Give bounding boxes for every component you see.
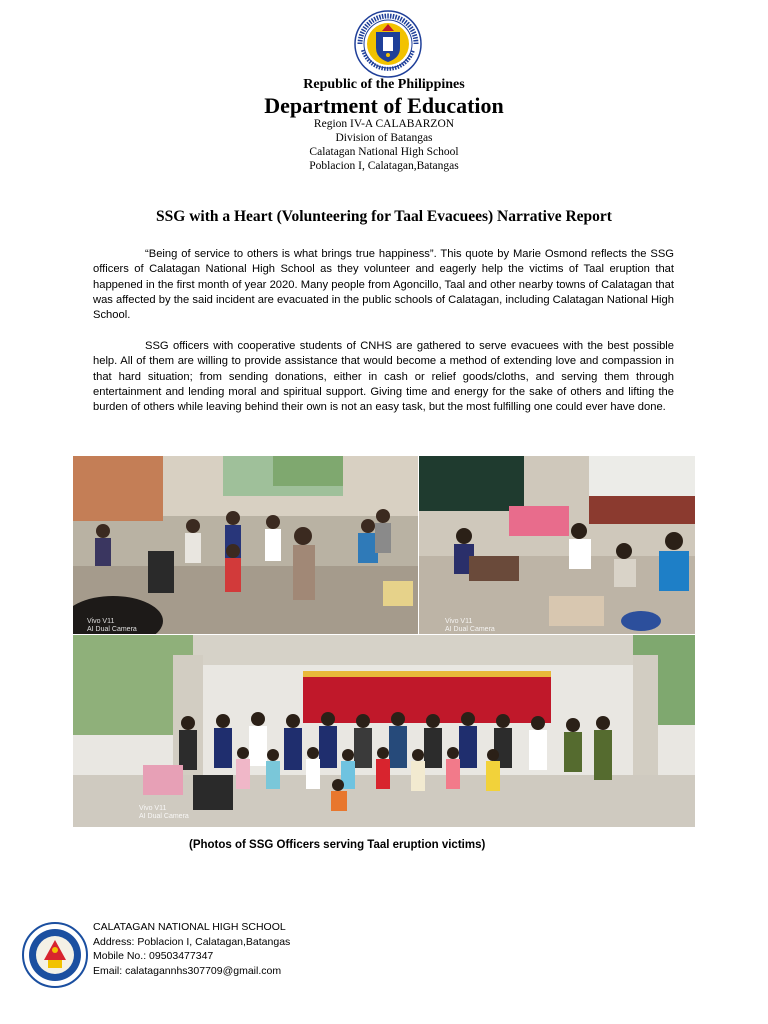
- division-line: Division of Batangas: [335, 132, 433, 144]
- photo-classroom: [419, 456, 695, 634]
- footer-contact: [93, 920, 290, 978]
- watermark-line-2: AI Dual Camera: [139, 813, 189, 820]
- camera-watermark: [445, 618, 495, 634]
- watermark-line-2: AI Dual Camera: [445, 626, 495, 633]
- camera-watermark: [139, 805, 189, 821]
- watermark-line-2: AI Dual Camera: [87, 626, 137, 633]
- report-title: SSG with a Heart (Volunteering for Taal Evacuees) Narrative Report: [156, 208, 612, 225]
- address-line: Poblacion I, Calatagan,Batangas: [309, 160, 459, 172]
- watermark-line-1: Vivo V11: [445, 618, 473, 625]
- footer-mobile: Mobile No.: 09503477347: [93, 950, 214, 962]
- photo-group-stage: [73, 635, 695, 827]
- footer-school-name: CALATAGAN NATIONAL HIGH SCHOOL: [93, 921, 286, 933]
- department-heading: Department of Education: [264, 93, 504, 118]
- photo-outdoor-gathering: [73, 456, 418, 634]
- school-line: Calatagan National High School: [309, 146, 459, 158]
- footer-address: Address: Poblacion I, Calatagan,Batangas: [93, 935, 291, 948]
- footer-email: Email: calatagannhs307709@gmail.com: [93, 964, 282, 977]
- deped-seal-logo: [354, 10, 422, 78]
- school-logo: [22, 922, 88, 988]
- republic-heading: Republic of the Philippines: [303, 77, 465, 92]
- photo-caption: (Photos of SSG Officers serving Taal eruption victims): [189, 839, 486, 851]
- watermark-line-1: Vivo V11: [87, 618, 115, 625]
- watermark-line-1: Vivo V11: [139, 805, 167, 812]
- paragraph-1: “Being of service to others is what brings true happiness”. This quote by Marie Osmond reflects the SSG officers of Calatagan National High School as they volunteer and eagerly help the victims of Taal eruption that happened in the first month of year 2020. Many people from Agoncillo, Taal and other nearby towns of Calatagan that was affected by the said incident are evacuated in the public schools of Calatagan, including Calatagan National High School.: [93, 248, 674, 322]
- camera-watermark: [87, 618, 137, 634]
- paragraph-2: SSG officers with cooperative students of CNHS are gathered to serve evacuees with the best possible help. All of them are willing to provide assistance that would become a method of extending love and compassion in that hard situation; from sending donations, either in cash or relief goods/cloths, and serving them through entertainment and lending moral and spiritual support. Giving time and energy for the sake of others and lifting the burden of others while leaving behind their own is not an easy task, but the most fulfilling one could ever have done.: [93, 340, 674, 414]
- region-line: Region IV-A CALABARZON: [313, 118, 455, 130]
